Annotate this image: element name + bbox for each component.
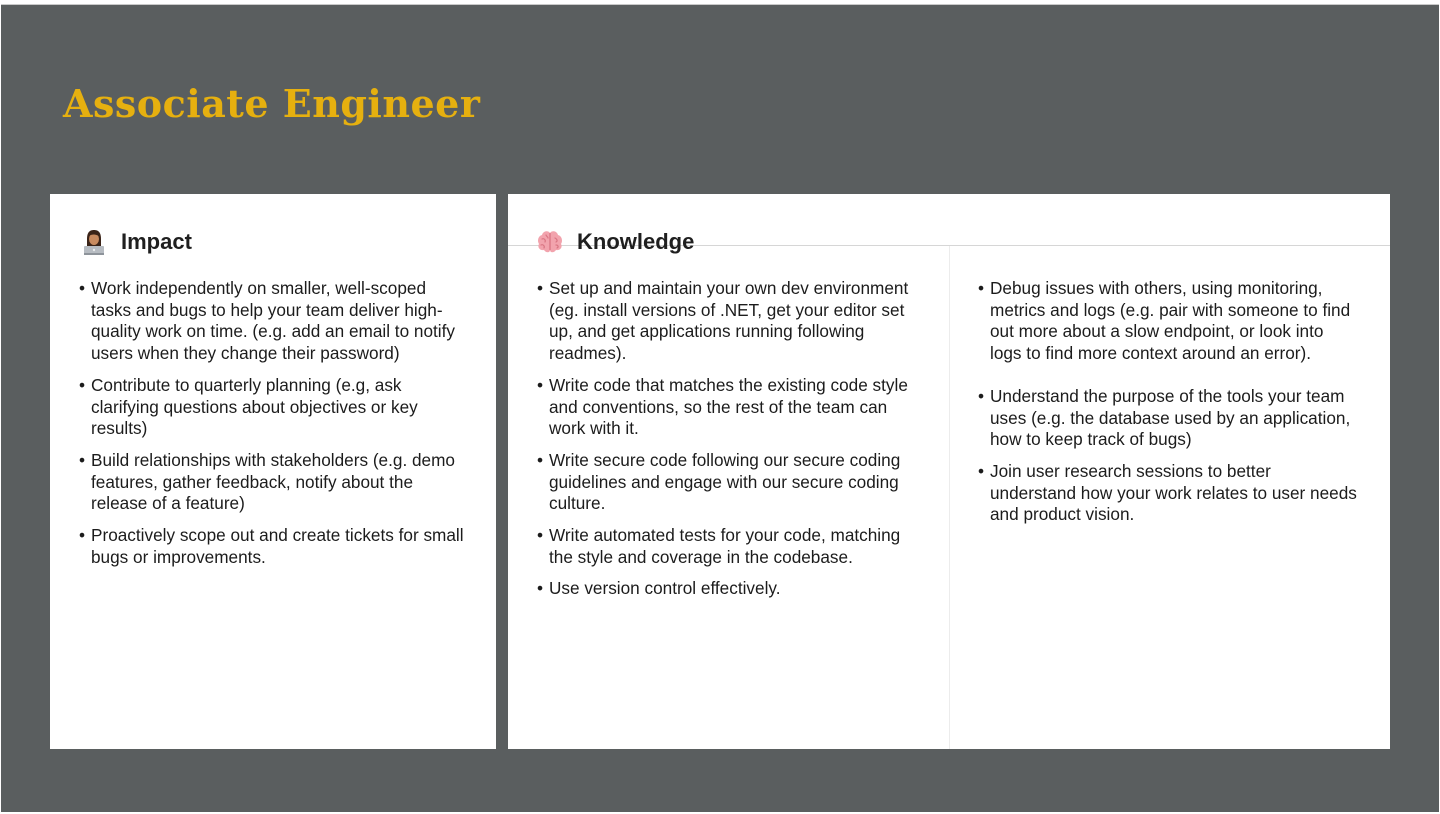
knowledge-item-6: • Debug issues with others, using monitoring, metrics and logs (e.g. pair with someone to find out more about a slow endpoint, or look into logs to find more context around an error). <box>978 278 1358 365</box>
slide <box>1 4 1439 812</box>
column-divider <box>949 246 950 749</box>
person-with-laptop-icon <box>80 228 108 256</box>
impact-item-4: • Proactively scope out and create tickets for small bugs or improvements. <box>79 525 469 568</box>
brain-icon <box>536 228 564 256</box>
knowledge-list-right <box>978 278 1358 536</box>
knowledge-heading: Knowledge <box>577 229 695 254</box>
knowledge-item-2: • Write code that matches the existing code style and conventions, so the rest of the team can work with it. <box>537 375 912 440</box>
knowledge-item-3: • Write secure code following our secure coding guidelines and engage with our secure coding culture. <box>537 450 912 515</box>
impact-header <box>80 224 192 260</box>
impact-list <box>79 278 469 578</box>
impact-item-3: • Build relationships with stakeholders (e.g. demo features, gather feedback, notify about the release of a feature) <box>79 450 469 515</box>
impact-item-2: • Contribute to quarterly planning (e.g, ask clarifying questions about objectives or key results) <box>79 375 469 440</box>
knowledge-item-1: • Set up and maintain your own dev environment (eg. install versions of .NET, get your editor set up, and get applications running following readmes). <box>537 278 912 365</box>
knowledge-list-left <box>537 278 912 610</box>
impact-item-1: • Work independently on smaller, well-scoped tasks and bugs to help your team deliver high-quality work on time. (e.g. add an email to notify users when they change their password) <box>79 278 469 365</box>
knowledge-item-8: • Join user research sessions to better understand how your work relates to user needs and product vision. <box>978 461 1358 526</box>
knowledge-item-7: • Understand the purpose of the tools your team uses (e.g. the database used by an application, how to keep track of bugs) <box>978 386 1358 451</box>
knowledge-card <box>508 194 1390 749</box>
knowledge-header <box>536 224 694 260</box>
knowledge-item-4: • Write automated tests for your code, matching the style and coverage in the codebase. <box>537 525 912 568</box>
impact-heading: Impact <box>121 229 192 254</box>
knowledge-item-5: • Use version control effectively. <box>537 578 912 600</box>
impact-card <box>50 194 496 749</box>
slide-title: Associate Engineer <box>63 81 481 126</box>
